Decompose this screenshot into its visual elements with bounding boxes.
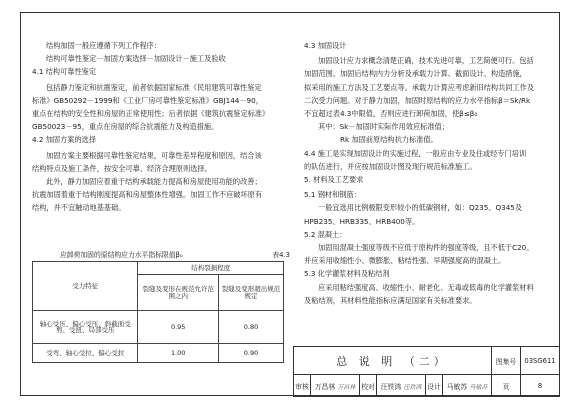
section-4-3-line: 二次受力问题。对于静力加固，加固时原结构的应力水平指标β＝Sk/Rk bbox=[304, 95, 531, 105]
section-4-3-heading: 4.3 加固设计 bbox=[304, 41, 347, 50]
review-label: 审核 bbox=[294, 375, 311, 397]
section-4-2-line: 加固方案主要根据可靠性鉴定结果，可靠性差异程度和原因，结合该 bbox=[46, 150, 262, 160]
atlas-label: 图集号 bbox=[492, 347, 521, 375]
section-5-1-line: 一般宜选用比例极限变形较小的低碳钢材，如：Q235、Q345及 bbox=[318, 203, 523, 213]
table-sub-head: 裂缝及变形超出规范规定 bbox=[218, 275, 283, 311]
table-cell-value: 0.95 bbox=[138, 311, 219, 344]
section-4-3-line: 加固范围、加固后结构内力分析及承载力计算、截面设计、构造措施， bbox=[304, 69, 527, 79]
table-cell-value: 0.90 bbox=[218, 344, 283, 363]
section-4-3-line: 拟采用的施工方法及工艺要点等。承载力计算应考虑新旧结构共同工作及 bbox=[304, 82, 535, 92]
check-signature: 汪铁鸿 bbox=[403, 383, 422, 391]
section-4-1-line: 重点在结构的安全性和房屋的正常使用性；后者依据《建筑抗震鉴定标准》 bbox=[32, 109, 270, 119]
table-col-head: 受力特征 bbox=[33, 262, 138, 311]
section-5-3-line: 及粘结剂，其材料性能指标应满足国家有关标准要求。 bbox=[304, 295, 477, 305]
section-4-4-line: 4.4 施工是实现加固设计的实施过程，一般应由专业及住或经专门培训 bbox=[304, 148, 527, 158]
review-signature: 万昌林 bbox=[337, 383, 356, 391]
design-name: 马敏苏 马敏苏 bbox=[443, 375, 492, 397]
design-label: 设计 bbox=[425, 375, 442, 397]
section-4-3-line: 其中：Sk－加固时实际作用效应标准值； bbox=[318, 122, 449, 132]
page-number: 8 bbox=[521, 375, 560, 397]
section-4-1-line: 标准》GB50292－1999和《工业厂房可靠性鉴定标准》GBJ144－90， bbox=[32, 95, 263, 105]
right-column bbox=[304, 42, 544, 310]
section-4-2-line: 抗震加固着重于结构刚度提高和房屋整体性增强。加固工作不应破坏原有 bbox=[32, 190, 263, 200]
section-5-heading: 5. 材料及工艺要求 bbox=[304, 175, 364, 185]
table-cell-label: 轴心受压、偏心受压、斜截面受剪、受扭、局部受压 bbox=[33, 311, 138, 344]
section-5-3-heading: 5.3 化学灌浆材料及粘结剂 bbox=[304, 269, 390, 279]
section-5-1-heading: 5.1 钢材和钢筋： bbox=[304, 190, 361, 200]
page-label: 页 bbox=[492, 375, 521, 397]
table-row bbox=[33, 311, 284, 344]
workflow-text: 结构可靠性鉴定－加固方案选择－加固设计－施工及验收 bbox=[46, 54, 226, 64]
table-cell-value: 1.00 bbox=[138, 344, 219, 363]
section-4-4-line: 的队伍进行，并应按加固设计图及现行规范标准施工。 bbox=[304, 161, 477, 171]
section-4-3-line: 加固设计应力求概念清楚正确，技术先进可靠，工艺简便可行。包括 bbox=[318, 56, 534, 66]
section-4-3-line: 不宜超过表4.3中限值，否则应进行卸荷加固，使β≤β₀ bbox=[304, 109, 478, 119]
section-4-2-line: 结构特点及施工条件，按安全可靠、经济合理原则选择。 bbox=[32, 163, 212, 173]
atlas-number: 03SG611 bbox=[521, 347, 560, 375]
table-row bbox=[33, 344, 284, 363]
intro-text: 结构加固一般应遵循下列工作程序： bbox=[46, 41, 162, 50]
section-4-2-line: 结构，并不宜触动地基基础。 bbox=[32, 203, 126, 213]
review-name: 万昌林 万昌林 bbox=[311, 375, 360, 397]
section-5-3-line: 应采用粘结强度高、收缩性小、耐老化、无毒或低毒的化学灌浆材料 bbox=[318, 282, 534, 292]
check-name: 汪铁鸿 汪铁鸿 bbox=[377, 375, 426, 397]
table-caption bbox=[60, 249, 290, 259]
section-4-2-heading: 4.2 加固方案的选择 bbox=[32, 135, 97, 145]
sheet-title: 总 说 明 （二） bbox=[294, 347, 492, 375]
table-sub-head: 裂缝及变形在规范允许范围之内 bbox=[138, 275, 219, 311]
check-label: 校对 bbox=[359, 375, 376, 397]
table-number: 表4.3 bbox=[272, 251, 290, 259]
table-group-head: 结构裂损程度 bbox=[138, 262, 284, 275]
section-4-1-line: GB50023－95，重点在房屋的综合抗震能力及构造措施。 bbox=[32, 122, 219, 132]
table-cell-value: 0.80 bbox=[218, 311, 283, 344]
section-5-2-line: 并应采用收缩性小、微膨胀、粘结性强、早期强度高的混凝土。 bbox=[304, 256, 506, 266]
design-signature: 马敏苏 bbox=[469, 383, 488, 391]
section-5-2-heading: 5.2 混凝土： bbox=[304, 229, 347, 239]
left-column bbox=[32, 42, 280, 218]
section-4-3-line: Rk 加固前原结构抗力标准值。 bbox=[340, 135, 438, 145]
section-5-2-line: 加固用混凝土强度等级不应低于原构件的强度等级，且不低于C20。 bbox=[318, 243, 534, 253]
table-cell-label: 受弯、轴心受拉、偏心受拉 bbox=[33, 344, 138, 363]
section-5-1-line: HPB235、HRB335、HRB400等。 bbox=[304, 216, 420, 226]
title-block bbox=[293, 346, 560, 396]
stress-limit-table bbox=[32, 261, 284, 363]
section-4-1-line: 包括静力鉴定和抗震鉴定，前者依据国家标准《民用建筑可靠性鉴定 bbox=[46, 82, 262, 92]
section-4-2-line: 此外，静力加固应着重于结构承载能力提高和房屋使用功能的改善； bbox=[46, 177, 262, 187]
section-4-1-heading: 4.1 结构可靠性鉴定 bbox=[32, 67, 97, 77]
table-title: 应卸荷加固的原结构应力水平指标限值β₀ bbox=[60, 251, 183, 259]
